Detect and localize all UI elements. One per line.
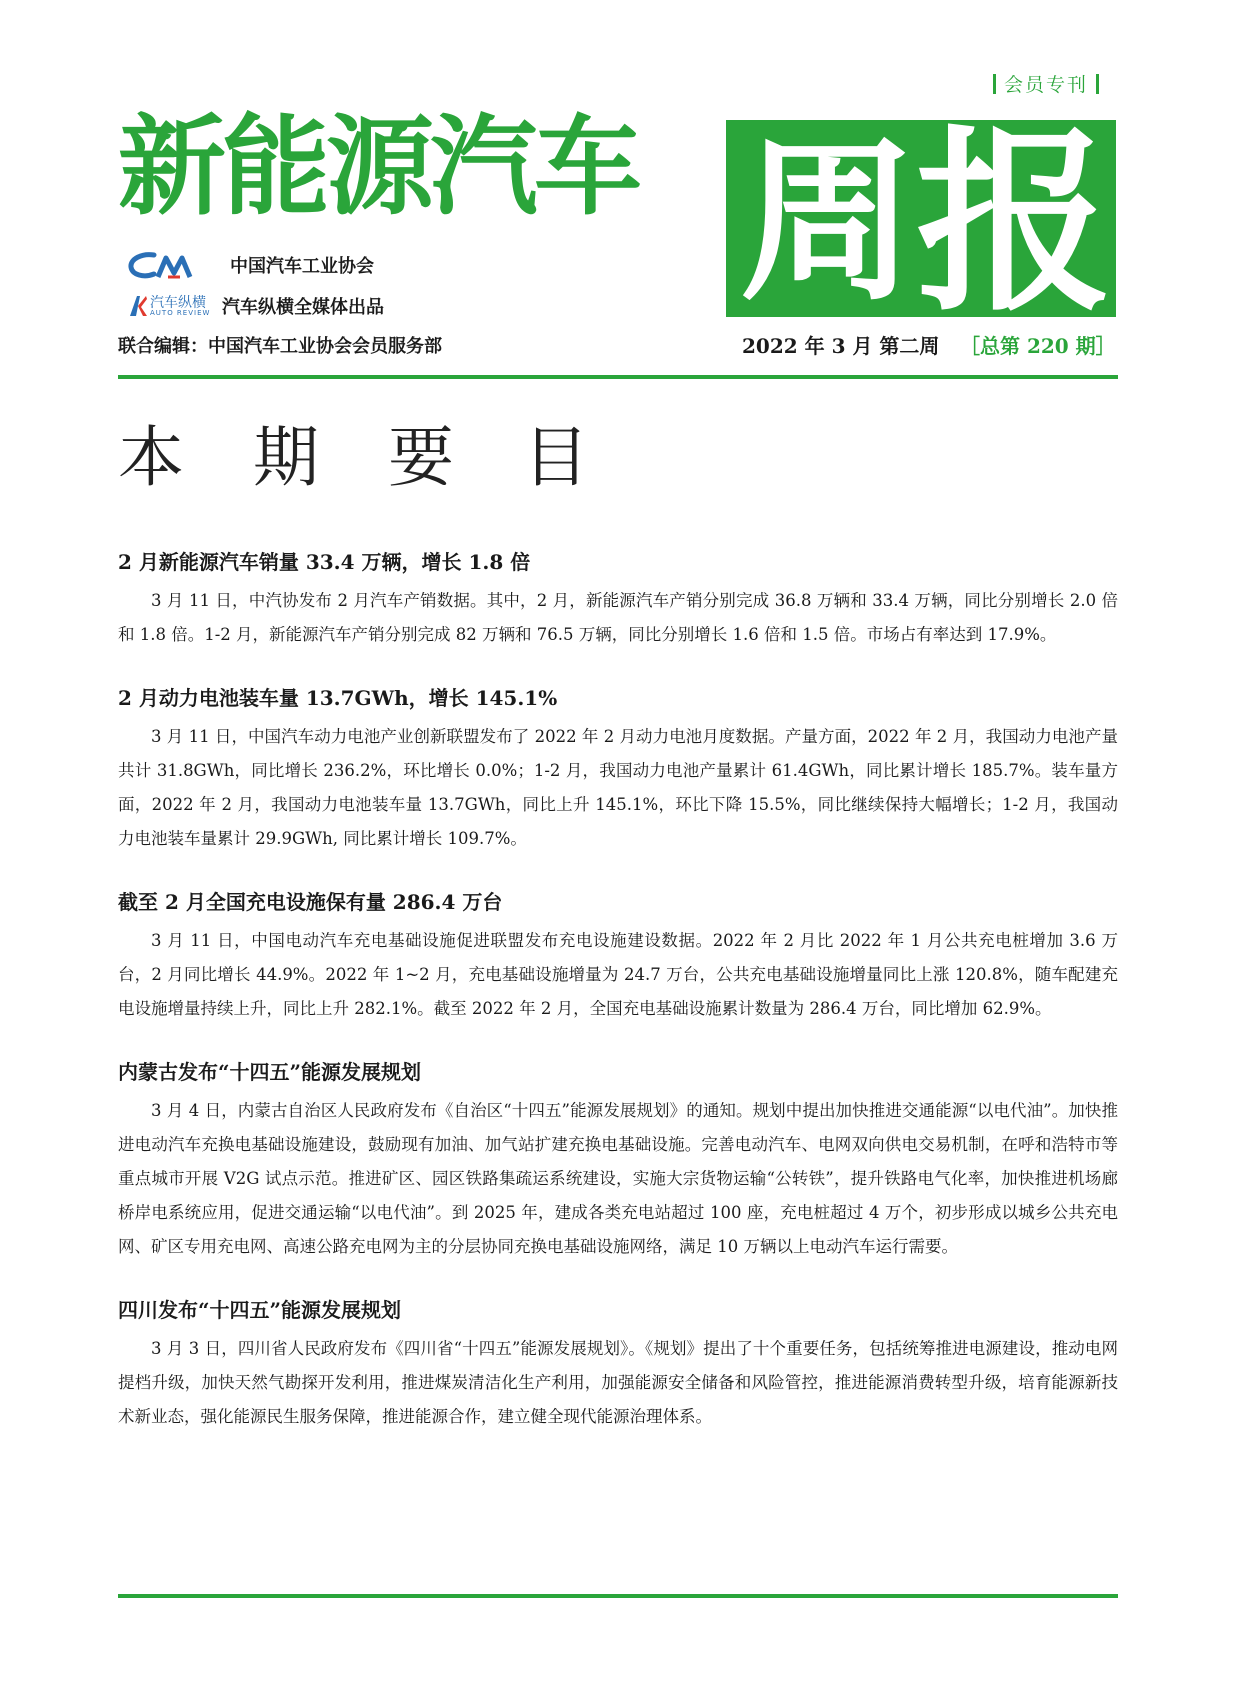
footer-divider bbox=[118, 1594, 1118, 1598]
weekly-title-box bbox=[726, 120, 1116, 317]
article-title: 2 月动力电池装车量 13.7GWh，增长 145.1% bbox=[118, 686, 558, 710]
auto-review-logo bbox=[128, 294, 218, 318]
article-title: 内蒙古发布“十四五”能源发展规划 bbox=[118, 1060, 422, 1084]
article-title: 截至 2 月全国充电设施保有量 286.4 万台 bbox=[118, 890, 503, 914]
article-item bbox=[118, 888, 1118, 1026]
member-tag-text: 会员专刊 bbox=[1004, 74, 1089, 96]
org-row-caam bbox=[128, 250, 374, 280]
article-item bbox=[118, 1296, 1118, 1434]
weekly-char-1: 周 bbox=[739, 120, 916, 317]
masthead-title: 新能源汽车 bbox=[118, 105, 639, 230]
auto-review-logo-icon bbox=[128, 294, 148, 318]
tag-right-bar bbox=[1096, 74, 1099, 94]
tag-left-bar bbox=[993, 74, 996, 94]
issue-date: 2022 年 3 月 第二周 bbox=[742, 334, 940, 358]
article-body: 3 月 3 日，四川省人民政府发布《四川省“十四五”能源发展规划》。《规划》提出了十个重要任务，包括统筹推进电源建设，推动电网提档升级，加快天然气勘探开发利用，推进煤炭清洁化生产利用，加强能源安全储备和风险管控，推进能源消费转型升级，培育能源新技术新业态，强化能源民生服务保障，推进能源合作，建立健全现代能源治理体系。 bbox=[118, 1339, 1118, 1426]
auto-review-logo-cn: 汽车纵横 bbox=[150, 294, 206, 311]
caam-logo-icon bbox=[128, 250, 208, 280]
member-edition-tag bbox=[985, 70, 1107, 97]
org-auto-review-name: 汽车纵横全媒体出品 bbox=[222, 297, 384, 318]
article-item bbox=[118, 684, 1118, 856]
article-item bbox=[118, 548, 1118, 652]
article-body: 3 月 11 日，中汽协发布 2 月汽车产销数据。其中，2 月，新能源汽车产销分别完成 36.8 万辆和 33.4 万辆，同比分别增长 2.0 倍和 1.8 倍。1-2 月，新能源汽车产销分别完成 82 万辆和 76.5 万辆，同比分别增长 1.6 倍和 1.5 倍。市场占有率达到 17.9%。 bbox=[118, 591, 1118, 644]
org-caam-name: 中国汽车工业协会 bbox=[230, 256, 374, 277]
joint-editor: 联合编辑：中国汽车工业协会会员服务部 bbox=[118, 336, 442, 357]
article-body: 3 月 4 日，内蒙古自治区人民政府发布《自治区“十四五”能源发展规划》的通知。规划中提出加快推进交通能源“以电代油”。加快推进电动汽车充换电基础设施建设，鼓励现有加油、加气站扩建充换电基础设施。完善电动汽车、电网双向供电交易机制，在呼和浩特市等重点城市开展 V2G 试点示范。推进矿区、园区铁路集疏运系统建设，实施大宗货物运输“公转铁”，提升铁路电气化率，加快推进机场廊桥岸电系统应用，促进交通运输“以电代油”。到 2025 年，建成各类充电站超过 100 座，充电桩超过 4 万个，初步形成以城乡公共充电网、矿区专用充电网、高速公路充电网为主的分层协同充换电基础设施网络，满足 10 万辆以上电动汽车运行需要。 bbox=[118, 1101, 1118, 1256]
header-divider bbox=[118, 375, 1118, 379]
article-body: 3 月 11 日，中国电动汽车充电基础设施促进联盟发布充电设施建设数据。2022 年 2 月比 2022 年 1 月公共充电桩增加 3.6 万台，2 月同比增长 44.9%。2022 年 1~2 月，充电基础设施增量为 24.7 万台，公共充电基础设施增量同比上涨 120.8%，随车配建充电设施增量持续上升，同比上升 282.1%。截至 2022 年 2 月，全国充电基础设施累计数量为 286.4 万台，同比增加 62.9%。 bbox=[118, 931, 1118, 1018]
auto-review-logo-en: AUTO REVIEW bbox=[150, 308, 211, 317]
weekly-char-2: 报 bbox=[915, 120, 1112, 317]
article-item bbox=[118, 1058, 1118, 1264]
article-list bbox=[118, 548, 1118, 1466]
article-title: 四川发布“十四五”能源发展规划 bbox=[118, 1298, 402, 1322]
issue-number: ［总第 220 期］ bbox=[960, 334, 1116, 358]
article-title: 2 月新能源汽车销量 33.4 万辆，增长 1.8 倍 bbox=[118, 550, 531, 574]
article-body: 3 月 11 日，中国汽车动力电池产业创新联盟发布了 2022 年 2 月动力电池月度数据。产量方面，2022 年 2 月，我国动力电池产量共计 31.8GWh，同比增长 236.2%，环比增长 0.0%；1-2 月，我国动力电池产量累计 61.4GWh，同比累计增长 185.7%。装车量方面，2022 年 2 月，我国动力电池装车量 13.7GWh，同比上升 145.1%，环比下降 15.5%，同比继续保持大幅增长；1-2 月，我国动力电池装车量累计 29.9GWh, 同比累计增长 109.7%。 bbox=[118, 727, 1118, 848]
org-row-auto-review bbox=[128, 293, 384, 319]
section-heading: 本 期 要 目 bbox=[118, 419, 613, 496]
